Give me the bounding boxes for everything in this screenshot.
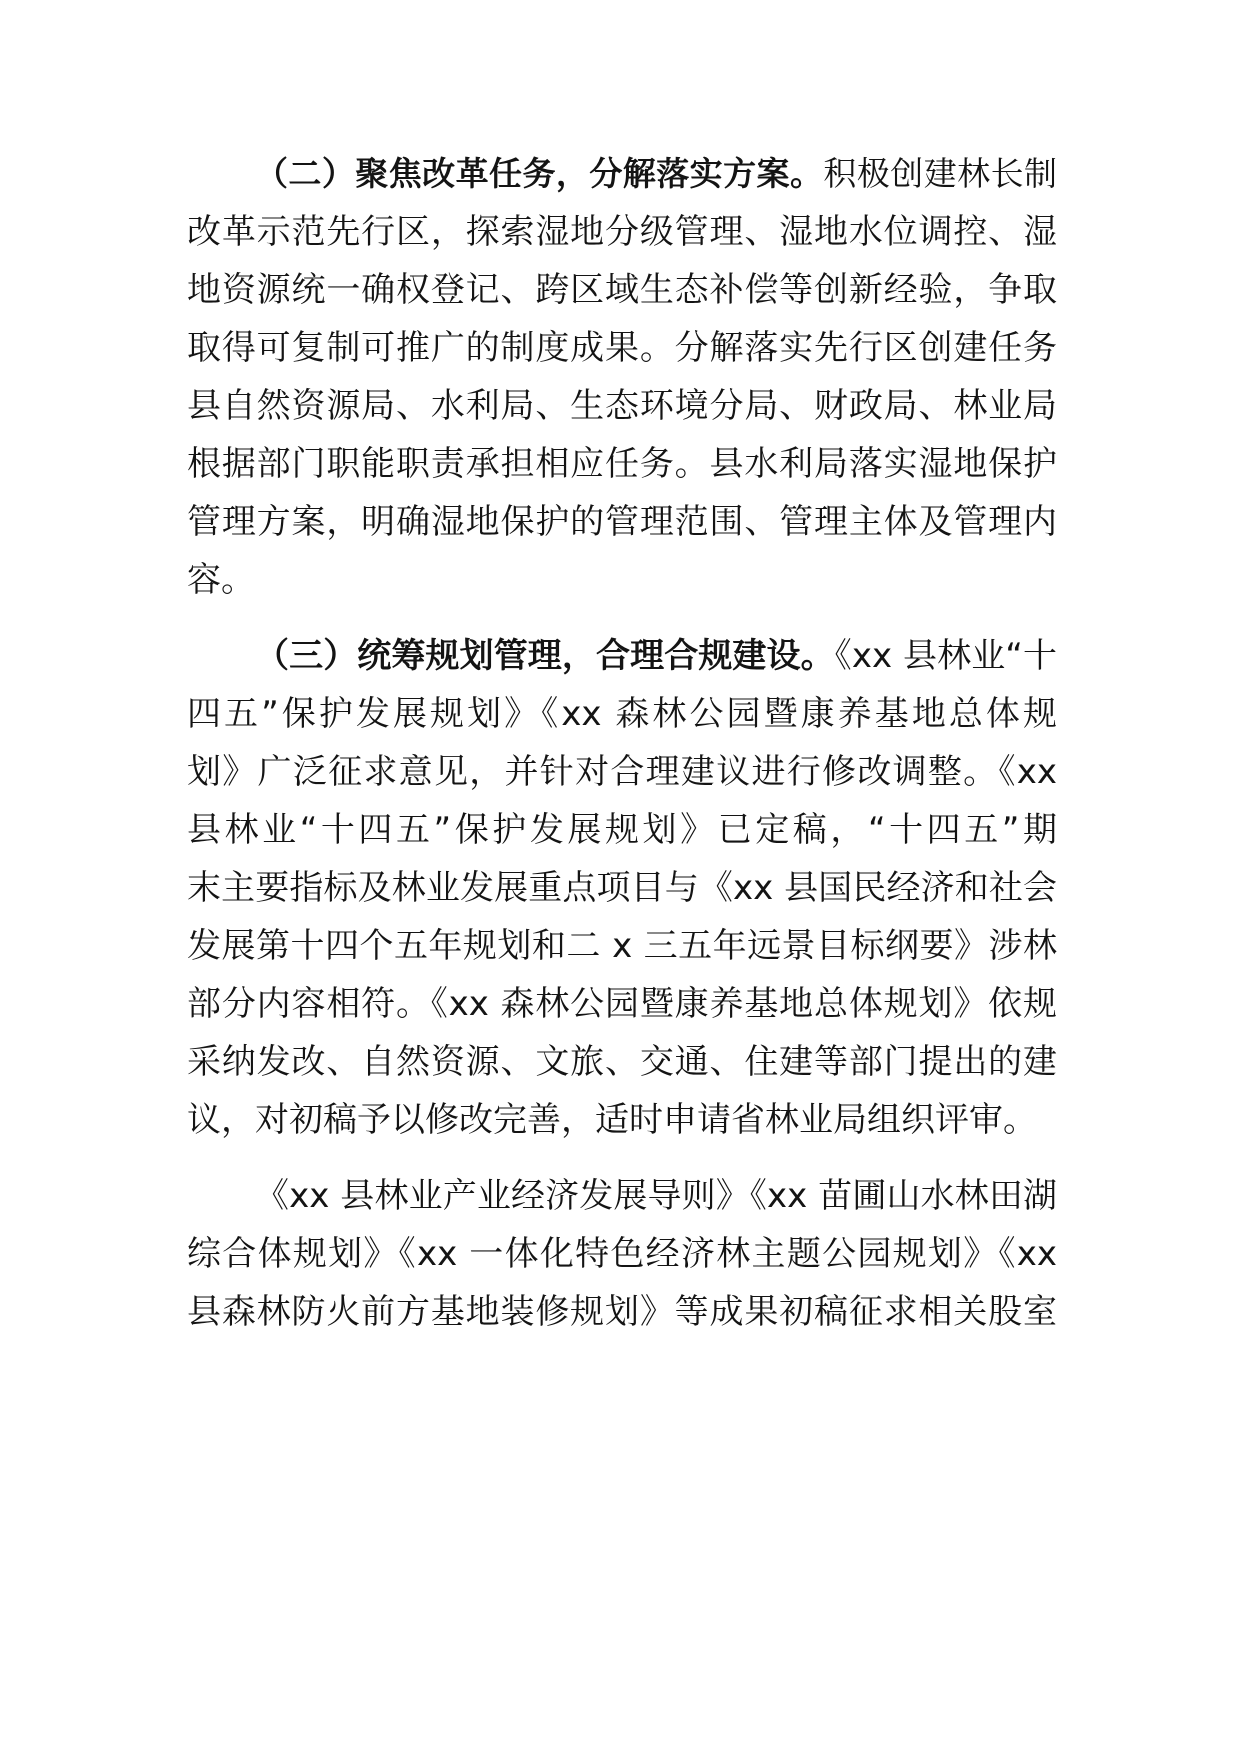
paragraph-3-line-2: 四五”保护发展规划》《xx 森林公园暨康养基地总体规 [187,694,1057,734]
paragraph-3-line-5: 末主要指标及林业发展重点项目与《xx 县国民经济和社会 [187,868,1057,908]
paragraph-2-line-3: 地资源统一确权登记、跨区域生态补偿等创新经验，争取 [187,270,1057,310]
paragraph-3-line-7: 部分内容相符。《xx 森林公园暨康养基地总体规划》依规 [187,984,1057,1024]
paragraph-2-line-5: 县自然资源局、水利局、生态环境分局、财政局、林业局 [187,386,1057,426]
paragraph-3-line-3: 划》广泛征求意见，并针对合理建议进行修改调整。《xx [187,752,1057,792]
paragraph-3-line-9: 议，对初稿予以修改完善，适时申请省林业局组织评审。 [187,1100,1037,1140]
paragraph-3-heading: （三）统筹规划管理，合理合规建设。 [255,636,835,676]
paragraph-2-line-2: 改革示范先行区，探索湿地分级管理、湿地水位调控、湿 [187,212,1057,252]
paragraph-2-line-1-text: 积极创建林长制 [823,154,1058,193]
paragraph-4-line-3: 县森林防火前方基地装修规划》等成果初稿征求相关股室 [187,1292,1057,1332]
paragraph-3-line-1-text: 《xx 县林业“十 [834,636,1058,676]
paragraph-2-heading: （二）聚焦改革任务，分解落实方案。 [255,154,824,193]
paragraph-4-line-1: 《xx 县林业产业经济发展导则》《xx 苗圃山水林田湖 [255,1176,1057,1216]
paragraph-2-line-1 [255,150,1057,198]
paragraph-3-line-8: 采纳发改、自然资源、文旅、交通、住建等部门提出的建 [187,1042,1057,1082]
paragraph-2-line-4: 取得可复制可推广的制度成果。分解落实先行区创建任务 [187,328,1057,368]
paragraph-3-line-1 [255,632,1057,680]
paragraph-4-line-2: 综合体规划》《xx 一体化特色经济林主题公园规划》《xx [187,1234,1057,1274]
paragraph-2-line-8: 容。 [187,560,255,600]
paragraph-3-line-4: 县林业“十四五”保护发展规划》已定稿，“十四五”期 [187,810,1057,850]
paragraph-2-line-6: 根据部门职能职责承担相应任务。县水利局落实湿地保护 [187,444,1057,484]
paragraph-3-line-6: 发展第十四个五年规划和二 x 三五年远景目标纲要》涉林 [187,926,1057,966]
paragraph-2-line-7: 管理方案，明确湿地保护的管理范围、管理主体及管理内 [187,502,1057,542]
